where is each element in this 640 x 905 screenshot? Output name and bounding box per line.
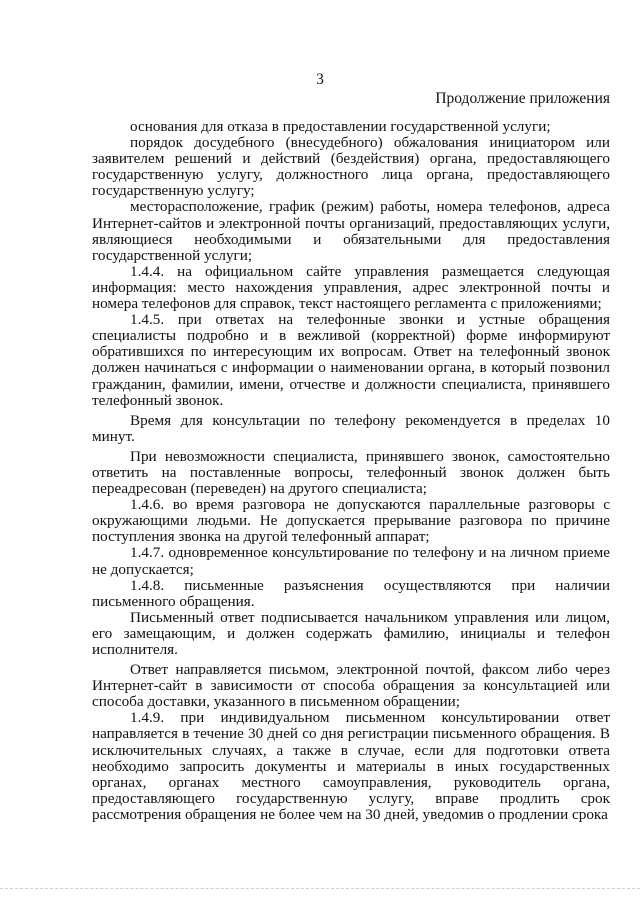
paragraph: 1.4.5. при ответах на телефонные звонки и устные обращения специалисты подробно и в вежливой (корректной) форме информируют обратившихся по интересующим их вопросам. Ответ на телефонный звонок должен начинаться с информации о наименовании органа, в который позвонил гражданин, фамилии, имени, отчестве и должности специалиста, принявшего телефонный звонок. <box>92 311 610 409</box>
paragraph: порядок досудебного (внесудебного) обжалования инициатором или заявителем решений и действий (бездействия) органа, предоставляющего государственную услугу, должностного лица органа, предоставляющего государственную услугу; <box>92 134 610 200</box>
paragraph: При невозможности специалиста, принявшего звонок, самостоятельно ответить на поставленные вопросы, телефонный звонок должен быть переадресован (переведен) на другого специалиста; <box>92 447 610 498</box>
paragraph: 1.4.8. письменные разъяснения осуществляются при наличии письменного обращения. <box>92 576 610 610</box>
paragraph: Ответ направляется письмом, электронной почтой, факсом либо через Интернет-сайт в зависимости от способа обращения за консультацией или способа доставки, указанного в письменном обращении; <box>92 661 610 711</box>
paragraph: Время для консультации по телефону рекомендуется в пределах 10 минут. <box>92 411 610 445</box>
paragraph: месторасположение, график (режим) работы, номера телефонов, адреса Интернет-сайтов и электронной почты организаций, предоставляющих услуги, являющиеся необходимыми и обязательными для предоставления государственной услуги; <box>92 198 610 264</box>
paragraph: Письменный ответ подписывается начальником управления или лицом, его замещающим, и должен содержать фамилию, инициалы и телефон исполнителя. <box>92 608 610 658</box>
document-body <box>92 119 610 823</box>
scan-bottom-edge <box>0 888 640 889</box>
page-number: 3 <box>316 71 324 88</box>
continuation-heading: Продолжение приложения <box>435 90 610 107</box>
paragraph: 1.4.6. во время разговора не допускаются параллельные разговоры с окружающими людьми. Не допускается прерывание разговора по причине поступления звонка на другой телефонный аппарат; <box>92 496 610 546</box>
paragraph: 1.4.9. при индивидуальном письменном консультировании ответ направляется в течение 30 дней со дня регистрации письменного обращения. В исключительных случаях, а также в случае, если для подготовки ответа необходимо запросить документы и материалы в иных государственных органах, органах местного самоуправления, руководитель органа, предоставляющего государственную услугу, вправе продлить срок рассмотрения обращения не более чем на 30 дней, уведомив о продлении срока <box>92 709 610 823</box>
paragraph: 1.4.7. одновременное консультирование по телефону и на личном приеме не допускается; <box>92 544 610 578</box>
paragraph: 1.4.4. на официальном сайте управления размещается следующая информация: место нахождения управления, адрес электронной почты и номера телефонов для справок, текст настоящего регламента с приложениями; <box>92 262 610 313</box>
paragraph: основания для отказа в предоставлении государственной услуги; <box>130 118 551 135</box>
